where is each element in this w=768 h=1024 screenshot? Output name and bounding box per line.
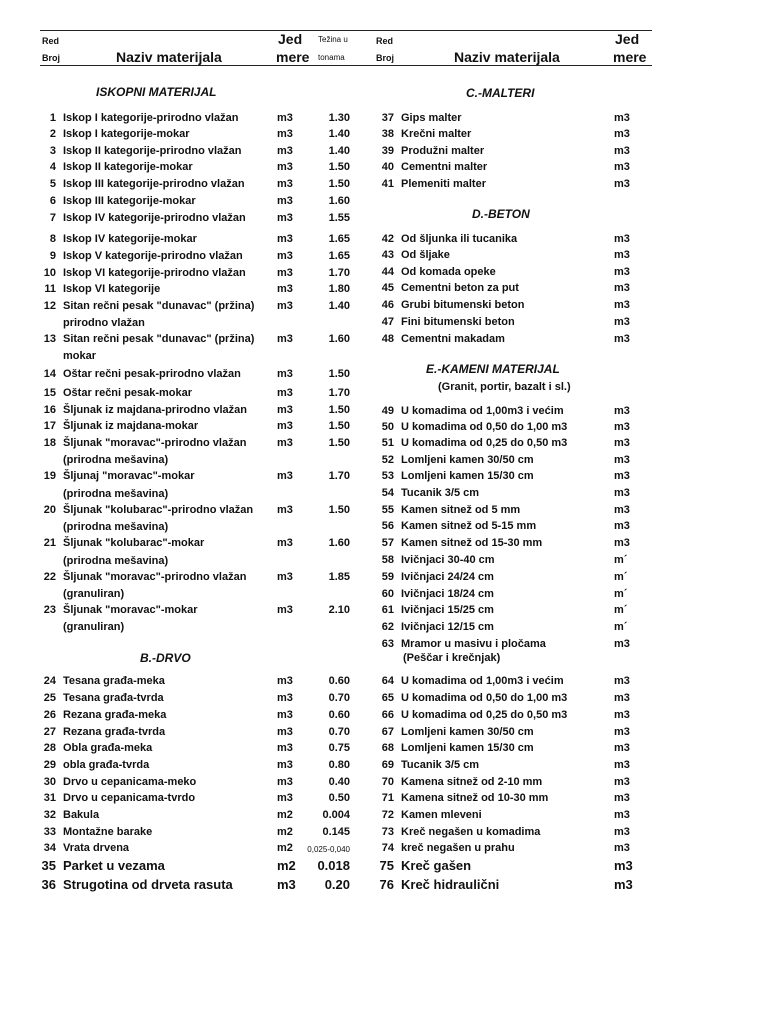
right-row-number: 70 <box>381 776 394 788</box>
left-row-name: Iskop II kategorije-prirodno vlažan <box>63 145 242 157</box>
right-row-unit: m3 <box>614 709 630 721</box>
left-row-number: 35 <box>41 858 56 873</box>
header-rule <box>40 65 652 66</box>
top-rule <box>40 30 652 31</box>
left-row-name-cont: (prirodna mešavina) <box>63 555 169 567</box>
left-row-number: 16 <box>43 404 56 416</box>
left-row-unit: m3 <box>277 877 296 892</box>
left-row-weight: 1.30 <box>328 112 350 124</box>
right-row-name: Kamena sitnež od 10-30 mm <box>401 792 549 804</box>
left-row-number: 22 <box>43 571 56 583</box>
left-row-number: 28 <box>43 742 56 754</box>
left-row-name-cont: (prirodna mešavina) <box>63 521 169 533</box>
right-row-number: 43 <box>381 249 394 261</box>
left-row-unit: m3 <box>277 195 293 207</box>
left-row-weight: 1.70 <box>328 470 350 482</box>
right-row-number: 55 <box>381 504 394 516</box>
left-row-number: 11 <box>44 283 56 295</box>
right-row-number: 63 <box>381 638 394 650</box>
left-row-number: 32 <box>43 809 56 821</box>
left-row-weight: 1.65 <box>328 250 350 262</box>
right-row-number: 59 <box>381 571 394 583</box>
left-row-weight: 1.40 <box>328 128 350 140</box>
left-row-weight: 1.55 <box>328 212 350 224</box>
left-row-weight: 0.60 <box>328 675 350 687</box>
right-row-number: 73 <box>381 826 394 838</box>
right-row-name: Produžni malter <box>401 145 485 157</box>
right-row-number: 58 <box>381 554 394 566</box>
right-row-unit: m3 <box>614 454 630 466</box>
left-row-name: Šljunak "moravac"-prirodno vlažan <box>63 571 247 583</box>
left-row-name: Šljunak "moravac"-mokar <box>63 604 198 616</box>
left-row-name: Drvo u cepanicama-meko <box>63 776 197 788</box>
right-row-unit: m3 <box>614 161 630 173</box>
left-row-weight: 0.004 <box>322 809 350 821</box>
left-row-weight: 0.145 <box>322 826 350 838</box>
left-row-number: 33 <box>43 826 56 838</box>
left-row-unit: m3 <box>277 387 293 399</box>
left-row-name: Iskop VI kategorije <box>63 283 161 295</box>
right-row-number: 74 <box>381 842 394 854</box>
right-row-unit: m3 <box>614 437 630 449</box>
left-row-weight: 1.50 <box>328 437 350 449</box>
left-row-weight: 0.20 <box>324 877 350 892</box>
left-row-name: Iskop I kategorije-mokar <box>63 128 190 140</box>
right-row-name: U komadima od 1,00m3 i većim <box>401 675 564 687</box>
left-row-weight: 0.80 <box>328 759 350 771</box>
right-row-name: Lomljeni kamen 15/30 cm <box>401 742 534 754</box>
right-row-number: 45 <box>381 282 394 294</box>
left-row-unit: m3 <box>277 161 293 173</box>
left-row-weight: 0.75 <box>328 742 350 754</box>
right-row-number: 66 <box>381 709 394 721</box>
left-row-unit: m3 <box>277 233 293 245</box>
header-jed-left: Jed <box>278 31 303 47</box>
right-row-number: 61 <box>381 604 394 616</box>
right-row-unit: m3 <box>614 282 630 294</box>
left-row-unit: m2 <box>277 842 293 854</box>
left-row-name: Iskop II kategorije-mokar <box>63 161 193 173</box>
right-row-name: Grubi bitumenski beton <box>401 299 525 311</box>
right-row-unit: m3 <box>614 299 630 311</box>
left-row-name: Šljunak "kolubarac"-prirodno vlažan <box>63 504 254 516</box>
right-row-name: Gips malter <box>401 112 462 124</box>
left-row-name: Iskop IV kategorije-mokar <box>63 233 197 245</box>
left-row-number: 10 <box>43 267 56 279</box>
left-row-weight: 1.50 <box>328 504 350 516</box>
right-row-unit: m3 <box>614 520 630 532</box>
left-row-name: Oštar rečni pesak-mokar <box>63 387 193 399</box>
right-row-unit: m3 <box>614 112 630 124</box>
left-row-name: Parket u vezama <box>63 858 165 873</box>
right-row-unit: m3 <box>614 145 630 157</box>
right-row-unit: m3 <box>614 826 630 838</box>
left-row-weight: 1.50 <box>328 178 350 190</box>
left-row-unit: m3 <box>277 604 293 616</box>
left-row-weight: 1.40 <box>328 300 350 312</box>
left-row-unit: m3 <box>277 759 293 771</box>
right-row-unit: m3 <box>614 692 630 704</box>
left-row-name-cont: (granuliran) <box>63 588 125 600</box>
right-row-name: Ivičnjaci 12/15 cm <box>401 621 494 633</box>
left-row-weight: 1.50 <box>328 368 350 380</box>
left-row-name-cont: (prirodna mešavina) <box>63 488 169 500</box>
note-granit: (Granit, portir, bazalt i sl.) <box>438 381 571 393</box>
left-row-name: Vrata drvena <box>63 842 130 854</box>
left-row-weight: 1.70 <box>328 267 350 279</box>
right-row-unit: m3 <box>614 249 630 261</box>
header-mere-left: mere <box>276 49 310 65</box>
right-row-unit: m3 <box>614 726 630 738</box>
header-tezina-line1: Težina u <box>318 35 348 44</box>
left-row-name-cont: (prirodna mešavina) <box>63 454 169 466</box>
right-row-name: Lomljeni kamen 30/50 cm <box>401 454 534 466</box>
right-row-number: 71 <box>381 792 394 804</box>
section-beton: D.-BETON <box>472 207 530 221</box>
right-row-name: Kreč gašen <box>401 858 472 873</box>
right-row-name: Ivičnjaci 30-40 cm <box>401 554 495 566</box>
right-row-number: 51 <box>381 437 394 449</box>
left-row-unit: m3 <box>277 709 293 721</box>
right-row-number: 50 <box>381 421 394 433</box>
left-row-weight: 0.018 <box>317 858 350 873</box>
right-row-unit: m´ <box>614 571 628 583</box>
right-row-number: 57 <box>381 537 394 549</box>
left-row-unit: m3 <box>277 300 293 312</box>
left-row-unit: m3 <box>277 267 293 279</box>
right-row-name: U komadima od 0,25 do 0,50 m3 <box>401 437 568 449</box>
right-row-unit: m3 <box>614 742 630 754</box>
left-row-number: 21 <box>43 537 56 549</box>
left-row-weight: 2.10 <box>328 604 350 616</box>
left-row-number: 34 <box>43 842 56 854</box>
left-row-unit: m3 <box>277 212 293 224</box>
right-row-unit: m3 <box>614 178 630 190</box>
left-row-name: Obla građa-meka <box>63 742 153 754</box>
right-row-name: U komadima od 1,00m3 i većim <box>401 405 564 417</box>
right-row-unit: m3 <box>614 638 630 650</box>
right-row-name: Cementni beton za put <box>401 282 519 294</box>
right-row-unit: m3 <box>614 877 633 892</box>
right-row-unit: m3 <box>614 470 630 482</box>
right-row-unit: m3 <box>614 421 630 433</box>
section-malteri: C.-MALTERI <box>466 86 535 100</box>
left-row-unit: m3 <box>277 537 293 549</box>
right-row-number: 46 <box>381 299 394 311</box>
left-row-number: 18 <box>43 437 56 449</box>
right-row-number: 56 <box>381 520 394 532</box>
left-row-number: 12 <box>43 300 56 312</box>
header-naziv-right: Naziv materijala <box>454 49 560 65</box>
header-red-left: Red <box>42 36 60 46</box>
right-row-name: Lomljeni kamen 30/50 cm <box>401 726 534 738</box>
right-row-number: 44 <box>381 266 394 278</box>
right-row-number: 72 <box>381 809 394 821</box>
left-row-name: Šljunak "kolubarac"-mokar <box>63 537 205 549</box>
right-row-name: Krečni malter <box>401 128 472 140</box>
left-row-weight: 1.50 <box>328 404 350 416</box>
note-pescar: (Peščar i krečnjak) <box>403 652 501 664</box>
right-row-name: Mramor u masivu i pločama <box>401 638 546 650</box>
left-row-number: 8 <box>49 233 56 245</box>
left-row-name: Šljunak "moravac"-prirodno vlažan <box>63 437 247 449</box>
right-row-name: Ivičnjaci 15/25 cm <box>401 604 494 616</box>
left-row-weight: 1.50 <box>328 420 350 432</box>
left-row-number: 24 <box>43 675 56 687</box>
right-row-unit: m3 <box>614 675 630 687</box>
left-row-name: Montažne barake <box>63 826 153 838</box>
left-row-name: Tesana građa-tvrda <box>63 692 164 704</box>
right-row-number: 49 <box>381 405 394 417</box>
left-row-unit: m3 <box>277 470 293 482</box>
left-row-weight: 0.50 <box>328 792 350 804</box>
left-row-name: Sitan rečni pesak "dunavac" (pržina) <box>63 333 255 345</box>
right-row-number: 60 <box>381 588 394 600</box>
right-row-name: Ivičnjaci 24/24 cm <box>401 571 494 583</box>
left-row-number: 23 <box>43 604 56 616</box>
right-row-unit: m3 <box>614 316 630 328</box>
left-row-unit: m3 <box>277 283 293 295</box>
header-mere-right: mere <box>613 49 647 65</box>
left-row-weight: 0,025-0,040 <box>307 845 350 854</box>
left-row-name: Šljunak iz majdana-prirodno vlažan <box>63 404 247 416</box>
header-broj-right: Broj <box>376 53 394 63</box>
left-row-unit: m3 <box>277 675 293 687</box>
right-row-name: Tucanik 3/5 cm <box>401 759 480 771</box>
left-row-number: 5 <box>49 178 56 190</box>
right-row-name: Kamen sitnež od 5-15 mm <box>401 520 537 532</box>
section-iskopni-materijal: ISKOPNI MATERIJAL <box>96 85 217 99</box>
left-row-unit: m3 <box>277 692 293 704</box>
left-row-number: 31 <box>43 792 56 804</box>
right-row-unit: m3 <box>614 266 630 278</box>
left-row-unit: m2 <box>277 858 296 873</box>
right-row-name: U komadima od 0,50 do 1,00 m3 <box>401 421 568 433</box>
right-row-name: Fini bitumenski beton <box>401 316 515 328</box>
right-row-unit: m´ <box>614 621 628 633</box>
right-row-number: 76 <box>379 877 394 892</box>
left-row-number: 9 <box>49 250 56 262</box>
right-row-name: Kamen sitnež od 15-30 mm <box>401 537 543 549</box>
right-row-unit: m3 <box>614 128 630 140</box>
right-row-unit: m3 <box>614 792 630 804</box>
left-row-number: 4 <box>49 161 56 173</box>
left-row-name: Drvo u cepanicama-tvrdo <box>63 792 196 804</box>
right-row-name: Od šljunka ili tucanika <box>401 233 518 245</box>
right-row-number: 42 <box>381 233 394 245</box>
left-row-number: 7 <box>49 212 56 224</box>
left-row-unit: m3 <box>277 128 293 140</box>
left-row-unit: m3 <box>277 112 293 124</box>
left-row-weight: 1.85 <box>328 571 350 583</box>
left-row-number: 14 <box>43 368 56 380</box>
right-row-name: Kamen mleveni <box>401 809 482 821</box>
left-row-name: Šljunak iz majdana-mokar <box>63 420 199 432</box>
right-row-number: 41 <box>381 178 394 190</box>
left-row-weight: 1.60 <box>328 333 350 345</box>
left-row-unit: m3 <box>277 420 293 432</box>
right-row-number: 53 <box>381 470 394 482</box>
header-broj-left: Broj <box>42 53 60 63</box>
right-row-number: 67 <box>381 726 394 738</box>
left-row-number: 20 <box>43 504 56 516</box>
section-drvo: B.-DRVO <box>140 651 191 665</box>
left-row-unit: m2 <box>277 809 293 821</box>
left-row-number: 26 <box>43 709 56 721</box>
right-row-number: 47 <box>381 316 394 328</box>
left-row-name-cont: prirodno vlažan <box>63 317 145 329</box>
left-row-weight: 0.60 <box>328 709 350 721</box>
left-row-unit: m3 <box>277 726 293 738</box>
right-row-unit: m3 <box>614 537 630 549</box>
right-row-number: 37 <box>381 112 394 124</box>
right-row-name: U komadima od 0,25 do 0,50 m3 <box>401 709 568 721</box>
left-row-name: Bakula <box>63 809 100 821</box>
left-row-weight: 1.65 <box>328 233 350 245</box>
left-row-name: Iskop VI kategorije-prirodno vlažan <box>63 267 246 279</box>
left-row-unit: m3 <box>277 178 293 190</box>
left-row-unit: m3 <box>277 571 293 583</box>
left-row-weight: 1.60 <box>328 537 350 549</box>
left-row-weight: 1.80 <box>328 283 350 295</box>
right-row-name: Od komada opeke <box>401 266 496 278</box>
right-row-name: Kreč negašen u komadima <box>401 826 541 838</box>
left-row-number: 36 <box>41 877 56 892</box>
left-row-unit: m2 <box>277 826 293 838</box>
right-row-unit: m3 <box>614 487 630 499</box>
header-jed-right: Jed <box>615 31 640 47</box>
left-row-unit: m3 <box>277 404 293 416</box>
left-row-name: Šljunaj "moravac"-mokar <box>63 470 195 482</box>
left-row-name: obla građa-tvrda <box>63 759 150 771</box>
left-row-weight: 1.50 <box>328 161 350 173</box>
left-row-name: Rezana građa-meka <box>63 709 167 721</box>
left-row-unit: m3 <box>277 742 293 754</box>
right-row-name: kreč negašen u prahu <box>401 842 515 854</box>
left-row-number: 29 <box>43 759 56 771</box>
left-row-number: 30 <box>43 776 56 788</box>
left-row-name-cont: mokar <box>63 350 97 362</box>
left-row-name-cont: (granuliran) <box>63 621 125 633</box>
left-row-unit: m3 <box>277 368 293 380</box>
left-row-unit: m3 <box>277 792 293 804</box>
right-row-name: Cementni malter <box>401 161 488 173</box>
right-row-name: Kreč hidraulični <box>401 877 500 892</box>
left-row-weight: 1.40 <box>328 145 350 157</box>
right-row-name: Plemeniti malter <box>401 178 486 190</box>
left-row-weight: 1.70 <box>328 387 350 399</box>
left-row-weight: 0.40 <box>328 776 350 788</box>
right-row-number: 38 <box>381 128 394 140</box>
left-row-name: Strugotina od drveta rasuta <box>63 877 233 892</box>
right-row-number: 52 <box>381 454 394 466</box>
left-row-unit: m3 <box>277 250 293 262</box>
left-row-unit: m3 <box>277 437 293 449</box>
right-row-number: 48 <box>381 333 394 345</box>
right-row-number: 68 <box>381 742 394 754</box>
right-row-number: 69 <box>381 759 394 771</box>
left-row-name: Rezana građa-tvrda <box>63 726 166 738</box>
right-row-number: 65 <box>381 692 394 704</box>
left-row-name: Iskop V kategorije-prirodno vlažan <box>63 250 243 262</box>
header-red-right: Red <box>376 36 394 46</box>
right-row-name: Tucanik 3/5 cm <box>401 487 480 499</box>
left-row-weight: 0.70 <box>328 692 350 704</box>
right-row-unit: m3 <box>614 405 630 417</box>
right-row-unit: m3 <box>614 504 630 516</box>
right-row-unit: m3 <box>614 842 630 854</box>
left-row-number: 1 <box>49 112 56 124</box>
right-row-unit: m3 <box>614 858 633 873</box>
right-row-unit: m3 <box>614 809 630 821</box>
right-row-name: U komadima od 0,50 do 1,00 m3 <box>401 692 568 704</box>
right-row-number: 62 <box>381 621 394 633</box>
right-row-unit: m´ <box>614 554 628 566</box>
header-naziv-left: Naziv materijala <box>116 49 222 65</box>
left-row-number: 15 <box>43 387 56 399</box>
right-row-number: 54 <box>381 487 394 499</box>
right-row-unit: m3 <box>614 776 630 788</box>
left-row-name: Iskop III kategorije-mokar <box>63 195 196 207</box>
left-row-name: Iskop III kategorije-prirodno vlažan <box>63 178 245 190</box>
left-row-name: Iskop I kategorije-prirodno vlažan <box>63 112 239 124</box>
right-row-number: 39 <box>381 145 394 157</box>
right-row-number: 75 <box>379 858 394 873</box>
right-row-unit: m´ <box>614 604 628 616</box>
left-row-number: 2 <box>49 128 56 140</box>
left-row-unit: m3 <box>277 333 293 345</box>
right-row-name: Od šljake <box>401 249 450 261</box>
right-row-name: Ivičnjaci 18/24 cm <box>401 588 494 600</box>
header-tezina-line2: tonama <box>318 53 345 62</box>
right-row-name: Lomljeni kamen 15/30 cm <box>401 470 534 482</box>
left-row-name: Oštar rečni pesak-prirodno vlažan <box>63 368 241 380</box>
right-row-name: Cementni makadam <box>401 333 505 345</box>
right-row-unit: m3 <box>614 759 630 771</box>
right-row-name: Kamen sitnež od 5 mm <box>401 504 521 516</box>
right-row-unit: m´ <box>614 588 628 600</box>
right-row-unit: m3 <box>614 333 630 345</box>
left-row-number: 27 <box>43 726 56 738</box>
left-row-number: 25 <box>43 692 56 704</box>
left-row-number: 19 <box>43 470 56 482</box>
right-row-unit: m3 <box>614 233 630 245</box>
right-row-name: Kamena sitnež od 2-10 mm <box>401 776 543 788</box>
left-row-unit: m3 <box>277 145 293 157</box>
left-row-unit: m3 <box>277 504 293 516</box>
left-row-unit: m3 <box>277 776 293 788</box>
left-row-number: 6 <box>49 195 56 207</box>
left-row-name: Iskop IV kategorije-prirodno vlažan <box>63 212 246 224</box>
left-row-name: Sitan rečni pesak "dunavac" (pržina) <box>63 300 255 312</box>
left-row-weight: 1.60 <box>328 195 350 207</box>
left-row-name: Tesana građa-meka <box>63 675 165 687</box>
left-row-weight: 0.70 <box>328 726 350 738</box>
section-kameni-materijal: E.-KAMENI MATERIJAL <box>426 362 560 376</box>
left-row-number: 17 <box>43 420 56 432</box>
right-row-number: 40 <box>381 161 394 173</box>
left-row-number: 3 <box>49 145 56 157</box>
left-row-number: 13 <box>43 333 56 345</box>
right-row-number: 64 <box>381 675 394 687</box>
